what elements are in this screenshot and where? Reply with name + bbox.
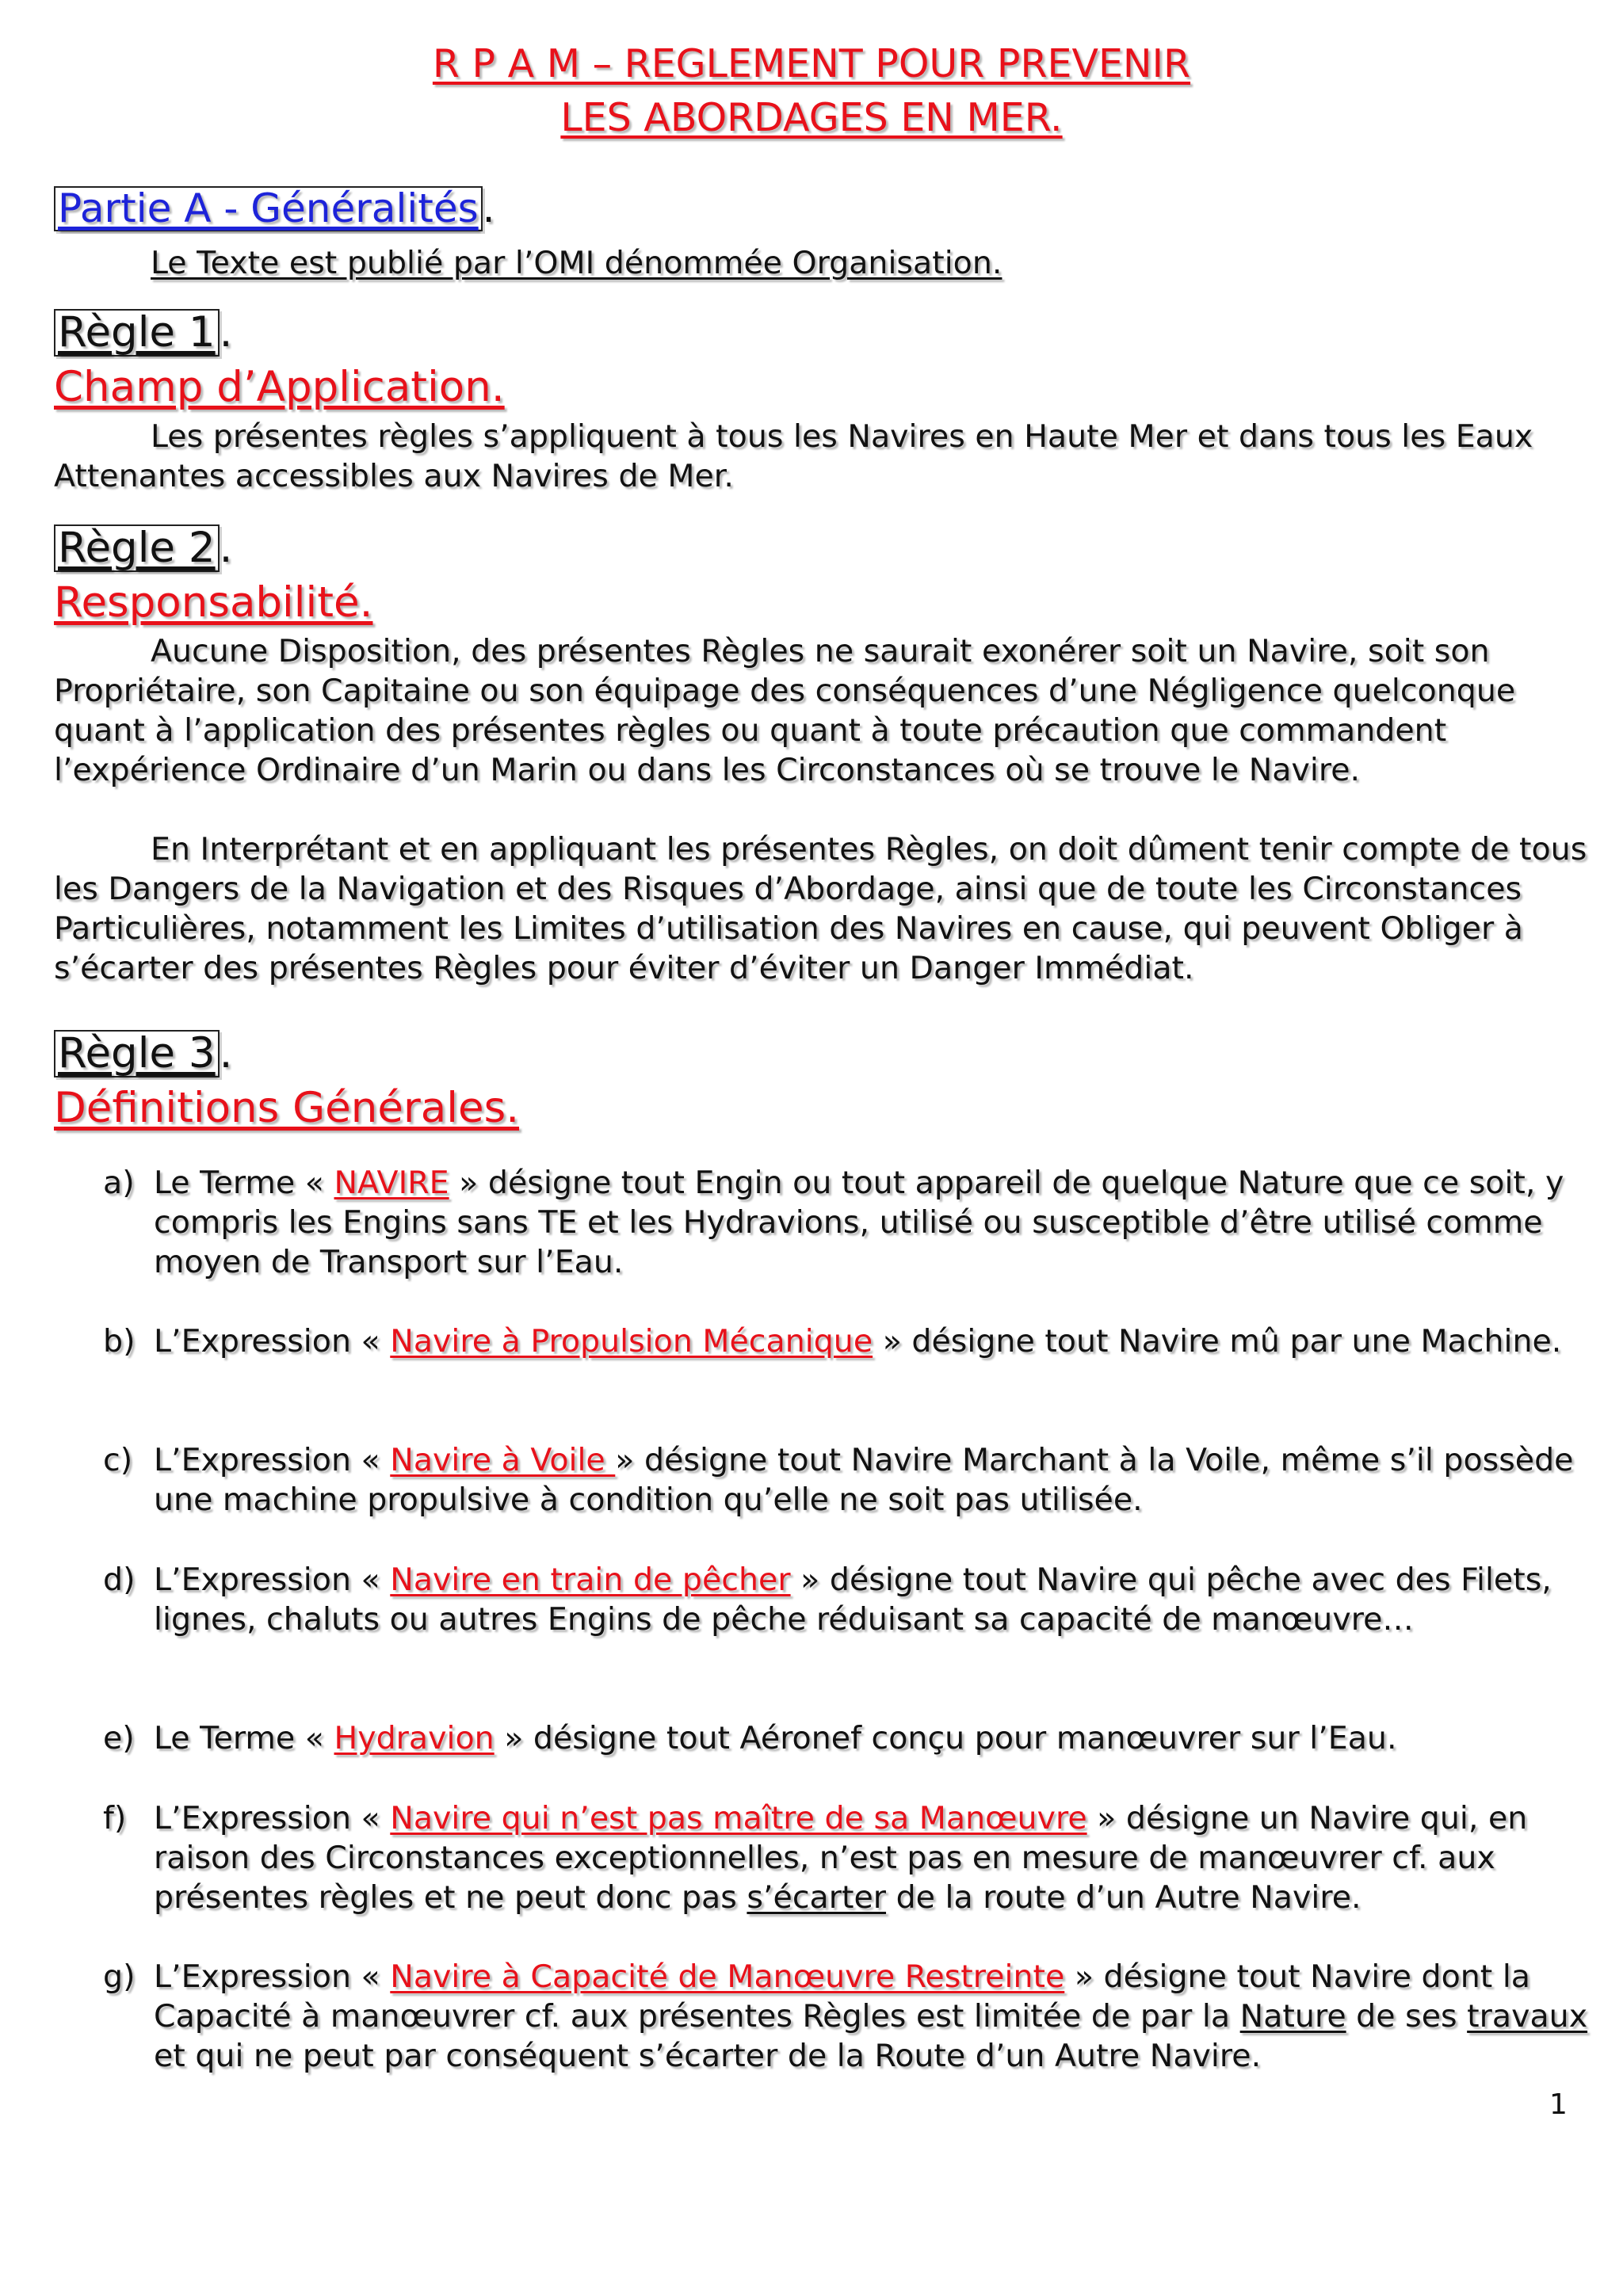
rule-2-paragraph-2	[54, 830, 1587, 988]
definition-f-post-2: de la route d’un Autre Navire.	[886, 1879, 1361, 1916]
definition-label-b: b)	[103, 1323, 136, 1360]
rule-2-subtitle: Responsabilité.	[54, 578, 373, 627]
rule-2-paragraph-2-content: En Interprétant et en appliquant les présentes Règles, on doit dûment tenir compte de tous les Dangers de la Navigation et des Risques d’Abordage, ainsi que de toute les Circonstances Particulières, notamment les Limites d’utilisation des Navires en cause, qui peuvent Obliger à s’écarter des présentes Règles pour éviter d’éviter un Danger Immédiat.	[54, 831, 1587, 986]
definition-item-d	[103, 1560, 1593, 1639]
rule-3-subtitle: Définitions Générales.	[54, 1084, 520, 1132]
definition-f-pre: L’Expression «	[154, 1800, 391, 1836]
definition-f-underlined: s’écarter	[747, 1879, 887, 1916]
definition-g-pre: L’Expression «	[154, 1958, 391, 1995]
definition-e-post: » désigne tout Aéronef conçu pour manœuvrer sur l’Eau.	[494, 1720, 1397, 1756]
definition-label-c: c)	[103, 1442, 133, 1478]
rule-3-heading	[54, 1029, 232, 1077]
definition-f-post-1: » désigne un Navire qui, en raison des Circonstances exceptionnelles, n’est pas en mesure de manœuvrer cf. aux présentes règles et ne peut donc pas	[154, 1800, 1528, 1916]
definition-item-a	[103, 1163, 1593, 1282]
definition-label-d: d)	[103, 1562, 136, 1598]
rule-1-text	[54, 417, 1587, 496]
part-a-text-content: Le Texte est publié par l’OMI dénommée Organisation.	[151, 245, 1002, 281]
definition-label-a: a)	[103, 1165, 135, 1201]
definition-g-post-2: et qui ne peut par conséquent s’écarter de la Route d’un Autre Navire.	[154, 2038, 1262, 2074]
rule-1-text-content: Les présentes règles s’appliquent à tous les Navires en Haute Mer et dans tous les Eaux Attenantes accessibles aux Navires de Mer.	[54, 418, 1533, 494]
definition-label-f: f)	[103, 1800, 127, 1836]
document-title-line-1: R P A M – REGLEMENT POUR PREVENIR	[432, 41, 1191, 86]
rule-2-dot: .	[219, 524, 233, 572]
definition-c-post: » désigne tout Navire Marchant à la Voile, même s’il possède une machine propulsive à condition qu’elle ne soit pas utilisée.	[154, 1442, 1574, 1518]
definition-d-pre: L’Expression «	[154, 1562, 391, 1598]
definition-term-non-maitre: Navire qui n’est pas maître de sa Manœuvre	[390, 1800, 1087, 1836]
part-a-text	[54, 243, 1587, 283]
definition-e-pre: Le Terme «	[154, 1720, 334, 1756]
definition-item-f	[103, 1798, 1593, 1917]
definition-term-hydravion: Hydravion	[334, 1720, 495, 1756]
rule-2-label: Règle 2	[54, 524, 220, 572]
rule-1-heading	[54, 308, 232, 357]
document-title-line-2: LES ABORDAGES EN MER.	[560, 95, 1063, 140]
definition-g-post-1: » désigne tout Navire dont la Capacité à manœuvrer cf. aux présentes Règles est limitée de par la	[154, 1958, 1531, 2035]
part-a-label: Partie A - Généralités	[54, 186, 483, 231]
definition-label-g: g)	[103, 1958, 136, 1995]
definition-term-navire: NAVIRE	[334, 1165, 449, 1201]
rule-2-paragraph-1	[54, 631, 1587, 790]
rule-2-heading	[54, 524, 232, 572]
rule-3-dot: .	[219, 1029, 233, 1077]
definition-a-post: » désigne tout Engin ou tout appareil de quelque Nature que ce soit, y compris les Engins sans TE et les Hydravions, utilisé ou susceptible d’être utilisé comme moyen de Transport sur l’Eau.	[154, 1165, 1564, 1280]
definition-term-propulsion: Navire à Propulsion Mécanique	[390, 1323, 873, 1360]
rule-1-label: Règle 1	[54, 309, 220, 357]
definition-g-underlined-travaux: travaux	[1467, 1998, 1588, 2035]
definition-b-post: » désigne tout Navire mû par une Machine.	[873, 1323, 1562, 1360]
definition-item-c	[103, 1440, 1593, 1520]
definition-g-underlined-nature: Nature	[1239, 1998, 1346, 2035]
definition-d-post: » désigne tout Navire qui pêche avec des Filets, lignes, chaluts ou autres Engins de pêche réduisant sa capacité de manœuvre…	[154, 1562, 1552, 1638]
definition-term-capacite-restreinte: Navire à Capacité de Manœuvre Restreinte	[390, 1958, 1065, 1995]
definition-item-b	[103, 1322, 1593, 1361]
part-a-heading	[54, 185, 495, 231]
rule-1-subtitle: Champ d’Application.	[54, 363, 505, 411]
rule-1-dot: .	[219, 308, 233, 357]
page-number: 1	[1549, 2088, 1568, 2121]
rule-3-label: Règle 3	[54, 1030, 220, 1077]
definition-b-pre: L’Expression «	[154, 1323, 391, 1360]
part-a-dot: .	[482, 185, 495, 231]
definition-label-e: e)	[103, 1720, 135, 1756]
definition-g-mid: de ses	[1346, 1998, 1468, 2035]
definition-term-voile: Navire à Voile	[390, 1442, 616, 1478]
definition-term-peche: Navire en train de pêcher	[390, 1562, 791, 1598]
definition-item-g	[103, 1957, 1593, 2076]
definition-a-pre: Le Terme «	[154, 1165, 334, 1201]
rule-2-paragraph-1-content: Aucune Disposition, des présentes Règles ne saurait exonérer soit un Navire, soit son Propriétaire, son Capitaine ou son équipage des conséquences d’une Négligence quelconque quant à l’application des présentes règles ou quant à toute précaution que commandent l’expérience Ordinaire d’un Marin ou dans les Circonstances où se trouve le Navire.	[54, 633, 1516, 788]
definition-c-pre: L’Expression «	[154, 1442, 391, 1478]
definition-item-e	[103, 1718, 1593, 1758]
